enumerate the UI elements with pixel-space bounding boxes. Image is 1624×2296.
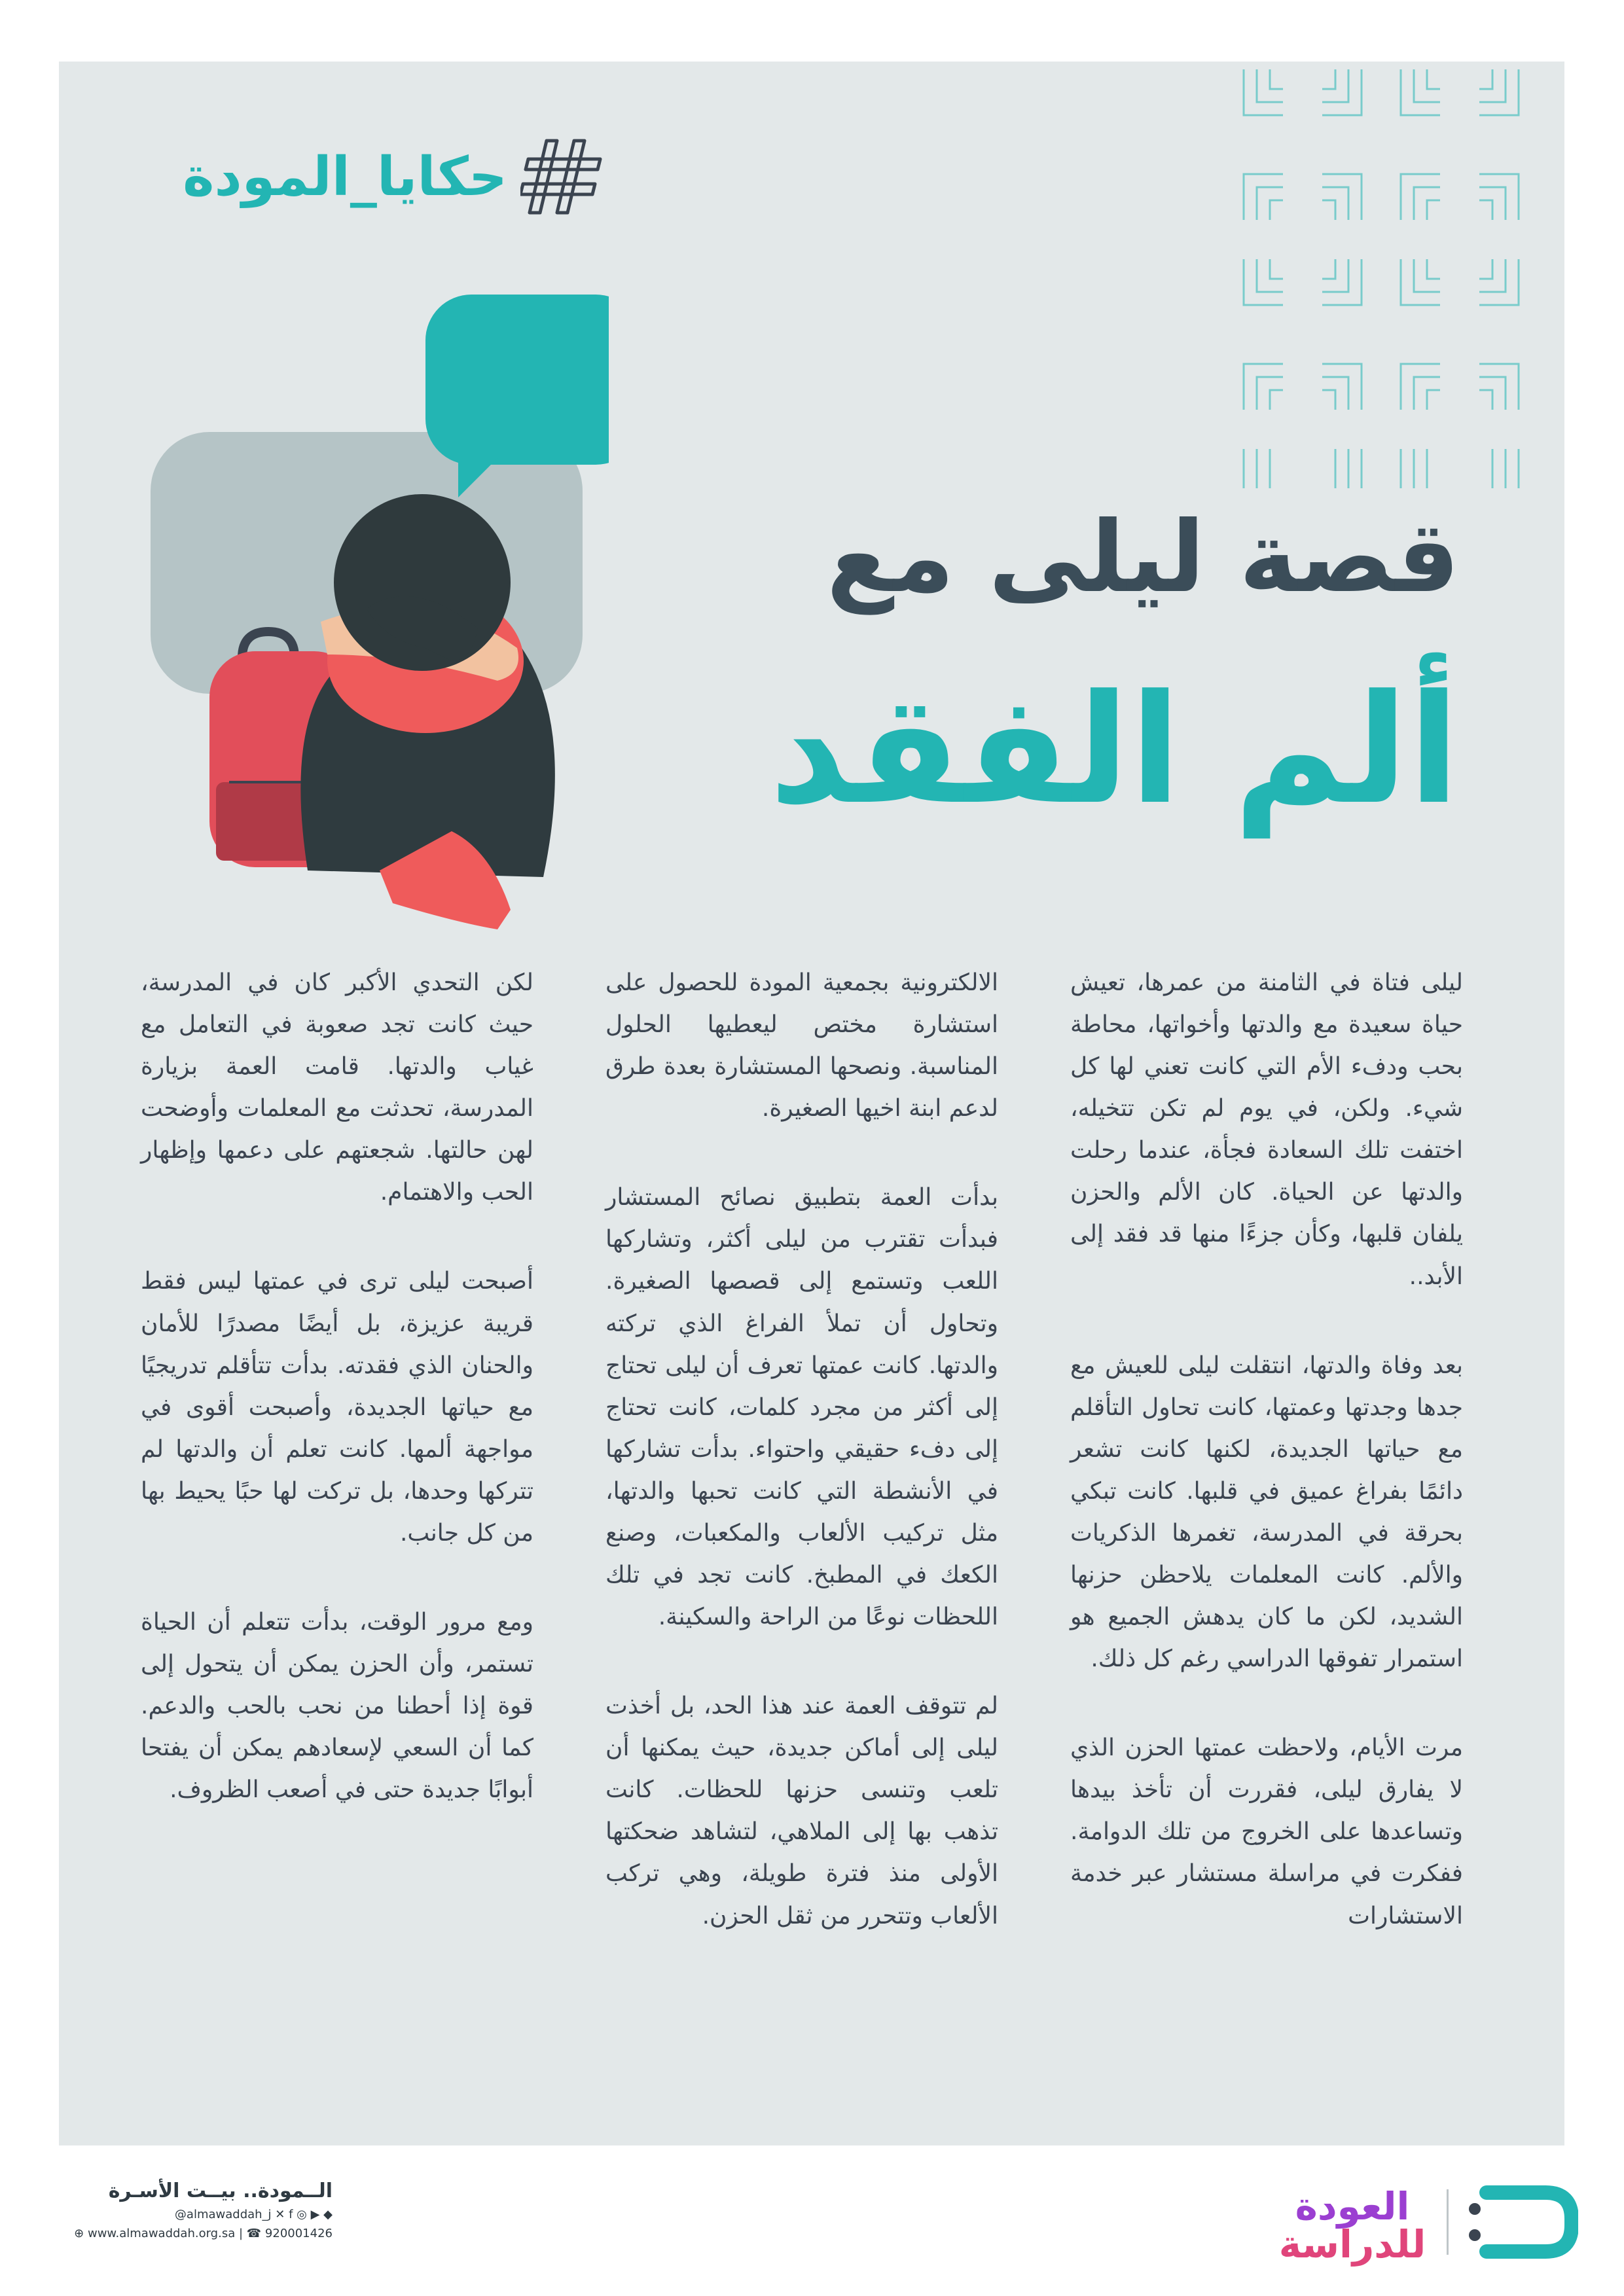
footer <box>0 2153 1624 2296</box>
divider: | <box>238 2227 247 2240</box>
paragraph: بدأت العمة بتطبيق نصائح المستشار فبدأت تقترب من ليلى أكثر، وتشاركها اللعب وتستمع إلى قصصها الصغيرة. وتحاول أن تملأ الفراغ الذي تركته والدتها. كانت عمتها تعرف أن ليلى تحتاج إلى أكثر من مجرد كلمات، كانت تحتاج إلى دفء حقيقي واحتواء. بدأت تشاركها في الأنشطة التي كانت تحبها والدتها، مثل تركيب الألعاب والمكعبات، وصنع الكعك في المطبخ. كانت تجد في تلك اللحظات نوعًا من الراحة والسكينة. <box>605 1184 998 1631</box>
article-columns <box>134 962 1463 2101</box>
article-column-1 <box>1070 962 1463 2101</box>
footer-divider <box>1447 2189 1449 2255</box>
paragraph: لكن التحدي الأكبر كان في المدرسة، حيث كانت تجد صعوبة في التعامل مع غياب والدتها. قامت العمة بزيارة المدرسة، تحدثت مع المعلمات وأوضحت لهن حالتها. شجعتهم على دعمها وإظهار الحب والاهتمام. <box>141 969 533 1206</box>
paragraph: ومع مرور الوقت، بدأت تتعلم أن الحياة تستمر، وأن الحزن يمكن أن يتحول إلى قوة إذا أحطنا من نحب بالحب والدعم. كما أن السعي لإسعادهم يمكن أن يفتحا أبوابًا جديدة حتى في أصعب الظروف. <box>141 1609 533 1804</box>
footer-tagline: الــمودة.. بيــت الأسـرة <box>108 2179 333 2202</box>
phone-icon: ☎ <box>246 2227 262 2240</box>
speech-bubble-shape <box>425 295 609 465</box>
story-title-line2: ألم الفقد <box>769 663 1460 838</box>
social-handle[interactable]: @almawaddah_j <box>174 2208 272 2221</box>
article-column-2 <box>605 962 998 2101</box>
paragraph: لم تتوقف العمة عند هذا الحد، بل أخذت ليلى إلى أماكن جديدة، حيث يمكنها أن تلعب وتنسى حزنها للحظات. كانت تذهب بها إلى الملاهي، لتشاهد ضحكتها الأولى منذ فترة طويلة، وهي تركب الألعاب وتتحرر من ثقل الحزن. <box>605 1693 998 1929</box>
footer-web-row <box>58 2227 333 2240</box>
footer-contact <box>58 2179 333 2240</box>
paragraph: أصبحت ليلى ترى في عمتها ليس فقط قريبة عزيزة، بل أيضًا مصدرًا للأمان والحنان الذي فقدته. بدأت تتأقلم تدريجيًا مع حياتها الجديدة، وأصبحت أقوى في مواجهة ألمها. كانت تعلم أن والدتها لم تتركها وحدها، بل تركت لها حبًا يحيط بها من كل جانب. <box>141 1268 533 1547</box>
website-link[interactable]: www.almawaddah.org.sa <box>87 2227 236 2240</box>
paragraph: ليلى فتاة في الثامنة من عمرها، تعيش حياة سعيدة مع والدتها وأخواتها، محاطة بحب ودفء الأم التي كانت تعني لها كل شيء. ولكن، في يوم لم تكن تتخيله، اختفت تلك السعادة فجأة، عندما رحلت والدتها عن الحياة. كان الألم والحزن يلفان قلبها، وكأن جزءًا منها قد فقد إلى الأبد.. <box>1070 969 1463 1290</box>
paragraph: مرت الأيام، ولاحظت عمتها الحزن الذي لا يفارق ليلى، فقررت أن تأخذ بيدها وتساعدها على الخروج من تلك الدوامة. ففكرت في مراسلة مستشار عبر خدمة الاستشارات <box>1070 1734 1463 1929</box>
footer-social-row <box>58 2208 333 2221</box>
badge-line1: العودة <box>1295 2184 1410 2229</box>
paragraph: الالكترونية بجمعية المودة للحصول على استشارة مختص ليعطيها الحلول المناسبة. ونصحها المستشارة بعدة طرق لدعم ابنة اخيها الصغيرة. <box>605 969 998 1122</box>
paragraph: بعد وفاة والدتها، انتقلت ليلى للعيش مع جدها وجدتها وعمتها، كانت تحاول التأقلم مع حياتها الجديدة، لكنها كانت تشعر دائمًا بفراغ عميق في قلبها. كانت تبكي بحرقة في المدرسة، تغمرها الذكريات والألم. كانت المعلمات يلاحظن حزنها الشديد، لكن ما كان يدهش الجميع هو استمرار تفوقها الدراسي رغم كل ذلك. <box>1070 1352 1463 1673</box>
phone-number[interactable]: 920001426 <box>264 2227 333 2240</box>
sad-girl-illustration <box>151 295 609 949</box>
article-column-3 <box>141 962 533 2101</box>
social-icons: ✕ f ◎ ▶ ◆ <box>275 2208 333 2221</box>
globe-icon: ⊕ <box>74 2227 88 2240</box>
mawaddah-logo-icon <box>1467 2179 1578 2265</box>
hash-icon <box>520 134 605 219</box>
story-title-line1: قصة ليلى مع <box>826 501 1460 615</box>
hashtag-label <box>134 134 605 219</box>
decorative-pattern <box>1231 63 1564 495</box>
hashtag-text: حكايا_المودة <box>183 145 507 208</box>
back-to-school-badge <box>1277 2173 1428 2278</box>
badge-line2: للدراسة <box>1278 2222 1426 2267</box>
